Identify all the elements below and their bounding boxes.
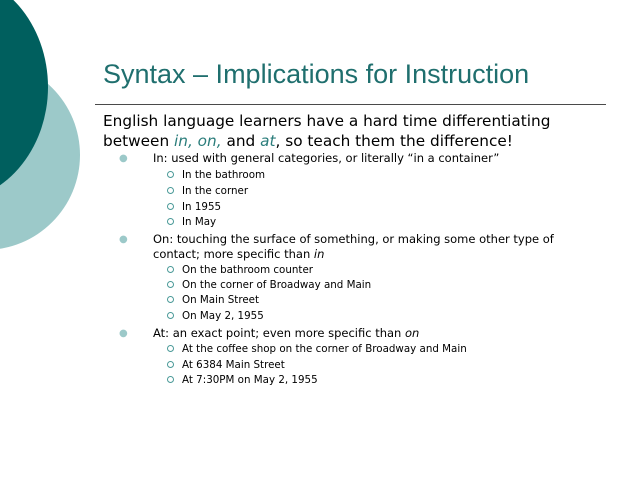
bullet-dot-icon: ●: [119, 153, 128, 164]
ring-bullet-icon: [167, 361, 174, 368]
intro-paragraph: [103, 111, 608, 151]
list-item-text: On the bathroom counter: [182, 264, 314, 276]
ring-bullet-icon: [167, 203, 174, 210]
bullet-at-text: [153, 326, 603, 341]
ring-bullet-icon: [167, 312, 174, 319]
ring-bullet-icon: [167, 345, 174, 352]
ring-bullet-icon: [167, 187, 174, 194]
decorative-circles: [0, 0, 110, 260]
bullet-in-text: In: used with general categories, or literally “in a container”: [153, 151, 500, 165]
list-item-text: On May 2, 1955: [182, 310, 264, 322]
ring-bullet-icon: [167, 281, 174, 288]
list-item-text: In the corner: [182, 185, 249, 197]
bullet-dot-icon: ●: [119, 328, 128, 339]
intro-text-2: and: [221, 132, 261, 150]
title-divider: [95, 104, 606, 105]
list-item-text: In the bathroom: [182, 169, 266, 181]
ring-bullet-icon: [167, 296, 174, 303]
ring-bullet-icon: [167, 266, 174, 273]
list-item-text: At 6384 Main Street: [182, 359, 285, 371]
list-item-text: At 7:30PM on May 2, 1955: [182, 374, 318, 386]
bullet-on-text: [153, 232, 603, 262]
intro-text-3: , so teach them the difference!: [275, 132, 513, 150]
ring-bullet-icon: [167, 376, 174, 383]
intro-term-in-on: in, on,: [174, 132, 222, 150]
bullet-at-emphasis: on: [405, 326, 420, 340]
bullet-at-label: At: an exact point; even more specific than: [153, 326, 406, 340]
list-item-text: On Main Street: [182, 294, 260, 306]
list-item-text: On the corner of Broadway and Main: [182, 279, 372, 291]
list-item-text: In May: [182, 216, 217, 228]
ring-bullet-icon: [167, 218, 174, 225]
bullet-on-emphasis: in: [313, 247, 325, 261]
list-item-text: At the coffee shop on the corner of Broadway and Main: [182, 343, 467, 355]
bullet-on-label: On: touching the surface of something, or making some other type of contact; more specific than: [153, 232, 554, 261]
intro-term-at: at: [260, 132, 276, 150]
ring-bullet-icon: [167, 171, 174, 178]
slide-title: Syntax – Implications for Instruction: [103, 59, 530, 89]
list-item-text: In 1955: [182, 201, 222, 213]
intro-text-1: English language learners have a hard time differentiating between: [103, 112, 551, 150]
bullet-dot-icon: ●: [119, 234, 128, 245]
